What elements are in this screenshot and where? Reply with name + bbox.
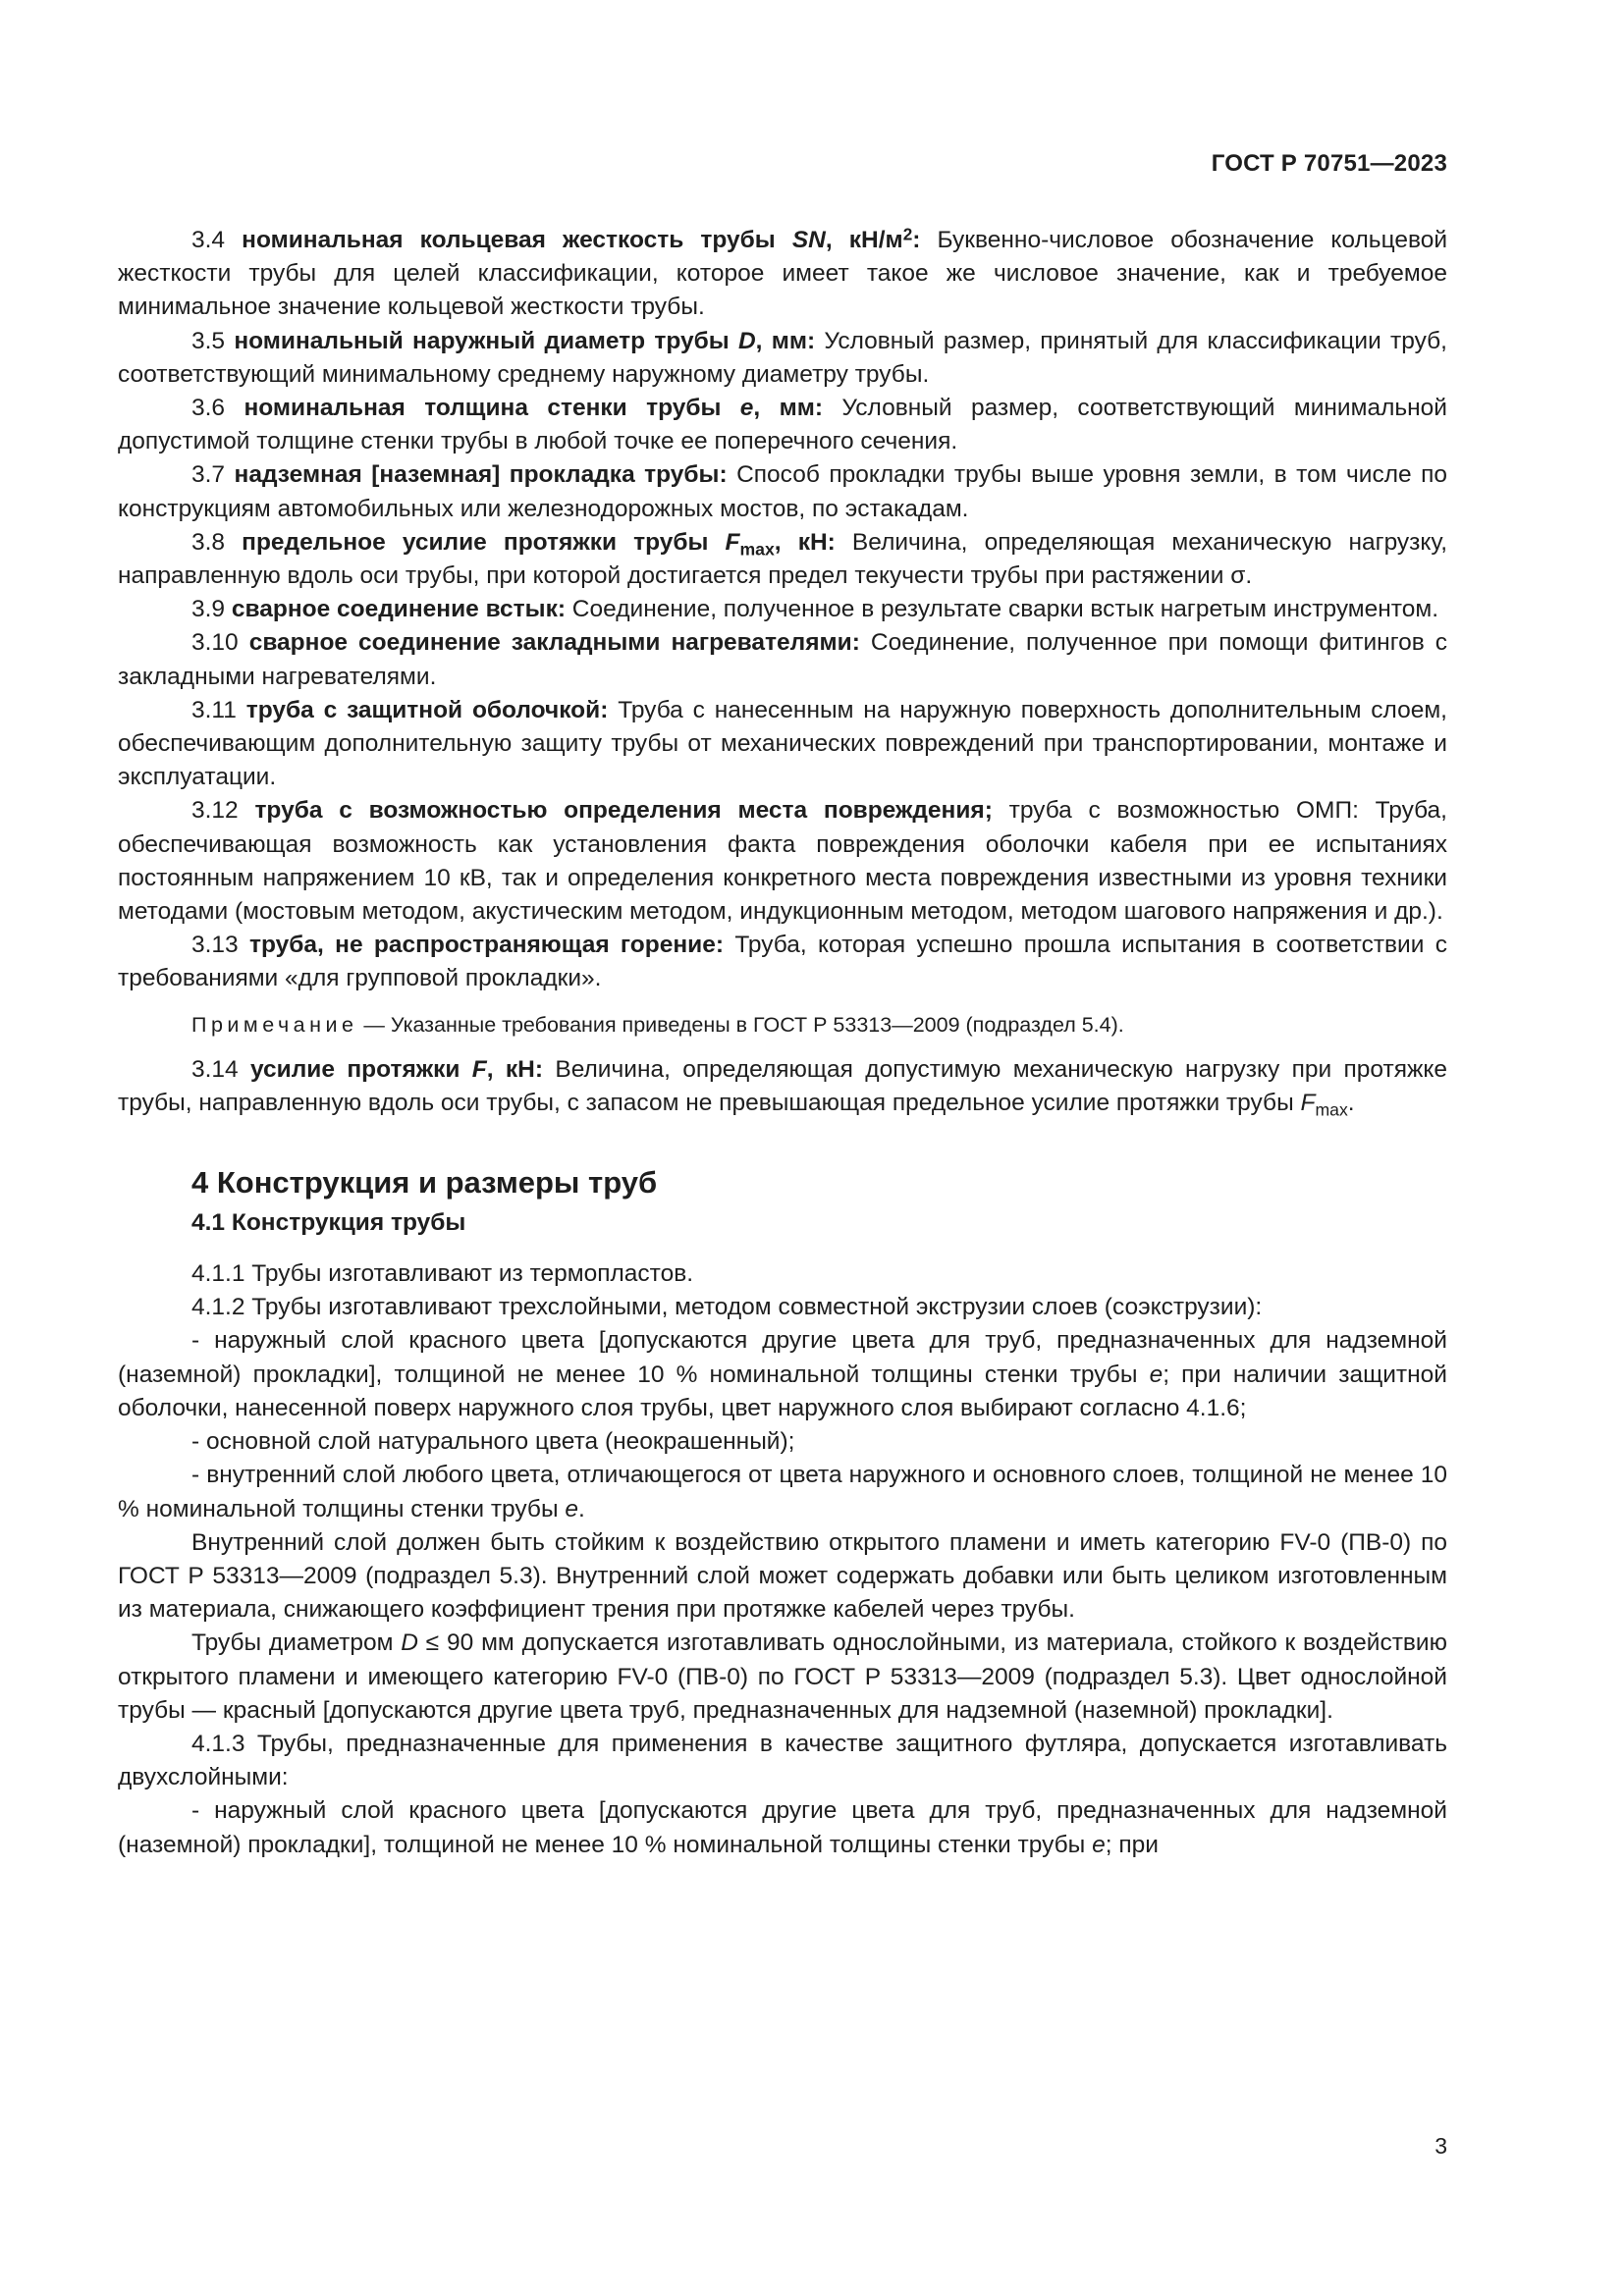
paragraph-inner-layer: Внутренний слой должен быть стойким к воздействию открытого пламени и иметь категорию FV-0 (ПВ-0) по ГОСТ Р 53313—2009 (подраздел 5.3). Внутренний слой может содержать добавки или быть целиком изготовленным из материала, снижающего коэффициент трения при протяжке кабелей через трубы. (118, 1528, 1447, 1624)
term-3-8 (118, 526, 1447, 593)
list-item-main-layer: - основной слой натурального цвета (неокрашенный); (191, 1428, 795, 1456)
term-definition: Буквенно-числовое обозначение кольцевой жесткости трубы для целей классификации, которое имеет такое же числовое значение, как и требуемое минимальное значение кольцевой жесткости трубы. (118, 227, 1448, 321)
term-definition: Труба, которая успешно прошла испытания в соответствии с требованиями «для групповой прокладки». (118, 932, 1447, 992)
term-name: номинальная кольцевая жесткость трубы SN, $кН/м^2$: (242, 224, 921, 253)
term-number: 3.4 (191, 227, 243, 253)
term-definition: труба с возможностью ОМП: Труба, обеспечивающая возможность как установления факта повреждения оболочки кабеля при ее испытаниях постоянным напряжением 10 кВ, так и определения конкретного места повреждения известными из уровня техники методами (мостовым методом, акустическим методом, индукционным методом, методом шагового напряжения и др.). (118, 797, 1447, 926)
paragraph-single-layer: Трубы диаметром D ≤ 90 мм допускается изготавливать однослойными, из материала, стойкого к воздействию открытого пламени и имеющего категорию FV-0 (ПВ-0) по ГОСТ Р 53313—2009 (подраздел 5.3). Цвет однослойной трубы — красный [допускаются другие цвета труб, предназначенных для надземной (наземной) прокладки]. (118, 1629, 1447, 1724)
term-number: 3.11 (191, 696, 246, 723)
document-number-header: ГОСТ Р 70751—2023 (1211, 150, 1447, 177)
term-3-4 (118, 224, 1447, 325)
term-3-14 (118, 1053, 1447, 1120)
term-definition: Соединение, полученное в результате сварки встык нагретым инструментом. (566, 596, 1439, 623)
clause-4-1-1: 4.1.1 Трубы изготавливают из термопластов. (191, 1260, 694, 1288)
term-3-11 (118, 694, 1447, 795)
term-name: труба с возможностью определения места повреждения; (254, 797, 993, 825)
document-body (118, 224, 1447, 1862)
term-number: 3.13 (191, 932, 249, 959)
term-definition: Способ прокладки трубы выше уровня земли, в том числе по конструкциям автомобильных или железнодорожных мостов, по эстакадам. (118, 461, 1447, 522)
term-definition: Труба с нанесенным на наружную поверхность дополнительным слоем, обеспечивающим дополнительную защиту трубы от механических повреждений при транспортировании, монтаже и эксплуатации. (118, 696, 1447, 791)
term-3-7 (118, 458, 1447, 525)
clause-4-1-2: 4.1.2 Трубы изготавливают трехслойными, методом совместной экструзии слоев (соэкструзии): (191, 1294, 1263, 1321)
page-number: 3 (1435, 2133, 1447, 2159)
section-4-title: 4 Конструкция и размеры труб (191, 1165, 658, 1201)
term-3-5 (118, 325, 1447, 392)
list-item-outer-layer: - наружный слой красного цвета [допускаются другие цвета для труб, предназначенных для надземной (наземной) прокладки], толщиной не менее 10 % номинальной толщины стенки трубы е; при наличии защитной оболочки, нанесенной поверх наружного слоя трубы, цвет наружного слоя выбирают согласно 4.1.6; (118, 1327, 1447, 1421)
term-definition: Соединение, полученное при помощи фитингов с закладными нагревателями. (118, 629, 1447, 690)
list-item-inner-layer: - внутренний слой любого цвета, отличающегося от цвета наружного и основного слоев, толщиной не менее 10 % номинальной толщины стенки трубы е. (118, 1462, 1447, 1522)
term-3-13 (118, 929, 1447, 995)
clause-4-1-3: 4.1.3 Трубы, предназначенные для применения в качестве защитного футляра, допускается изготавливать двухслойными: (118, 1730, 1447, 1791)
term-name: номинальный наружный диаметр трубы D, мм: (234, 327, 816, 354)
term-name: сварное соединение встык: (231, 596, 566, 623)
term-number: 3.12 (191, 797, 255, 825)
note-text: — Указанные требования приведены в ГОСТ Р 53313—2009 (подраздел 5.4). (357, 1012, 1124, 1037)
term-name: труба с защитной оболочкой: (245, 696, 609, 723)
term-number: 3.5 (191, 327, 235, 354)
term-name: номинальная толщина стенки трубы е, мм: (244, 395, 823, 422)
term-definition: Величина, определяющая механическую нагрузку, направленную вдоль оси трубы, при которой достигается предел текучести трубы при растяжении σ. (118, 528, 1448, 590)
term-3-10 (118, 626, 1447, 693)
term-number: 3.10 (191, 629, 249, 657)
note-label: Примечание (191, 1012, 358, 1037)
term-number: 3.7 (191, 461, 235, 489)
term-name: усилие протяжки F, кН: (250, 1055, 544, 1083)
list-item-outer-layer-2: - наружный слой красного цвета [допускаются другие цвета для труб, предназначенных для надземной (наземной) прокладки], толщиной не менее 10 % номинальной толщины стенки трубы е; при (118, 1797, 1447, 1858)
term-name: надземная [наземная] прокладка трубы: (234, 461, 728, 489)
term-number: 3.6 (191, 395, 244, 422)
term-3-6 (118, 392, 1447, 458)
term-number: 3.8 (191, 528, 243, 556)
term-number: 3.14 (191, 1055, 251, 1083)
term-definition: Условный размер, соответствующий минимальной допустимой толщине стенки трубы в любой точке ее поперечного сечения. (118, 395, 1447, 455)
term-3-12 (118, 794, 1447, 929)
term-name: предельное усилие протяжки трубы $F_{max}$, кН: (242, 528, 836, 560)
term-definition: Условный размер, принятый для классификации труб, соответствующий минимальному среднему наружному диаметру трубы. (118, 327, 1447, 388)
note-3-13 (118, 1010, 1447, 1040)
term-name: сварное соединение закладными нагревателями: (248, 629, 860, 657)
term-definition: Величина, определяющая допустимую механическую нагрузку при протяжке трубы, направленную вдоль оси трубы, с запасом не превышающая предельное усилие протяжки трубы $F_{max}$. (118, 1055, 1447, 1120)
term-number: 3.9 (191, 596, 232, 623)
document-page (118, 0, 1447, 2296)
subsection-4-1-title: 4.1 Конструкция трубы (191, 1209, 466, 1237)
term-name: труба, не распространяющая горение: (249, 932, 725, 959)
term-3-9 (118, 593, 1447, 626)
